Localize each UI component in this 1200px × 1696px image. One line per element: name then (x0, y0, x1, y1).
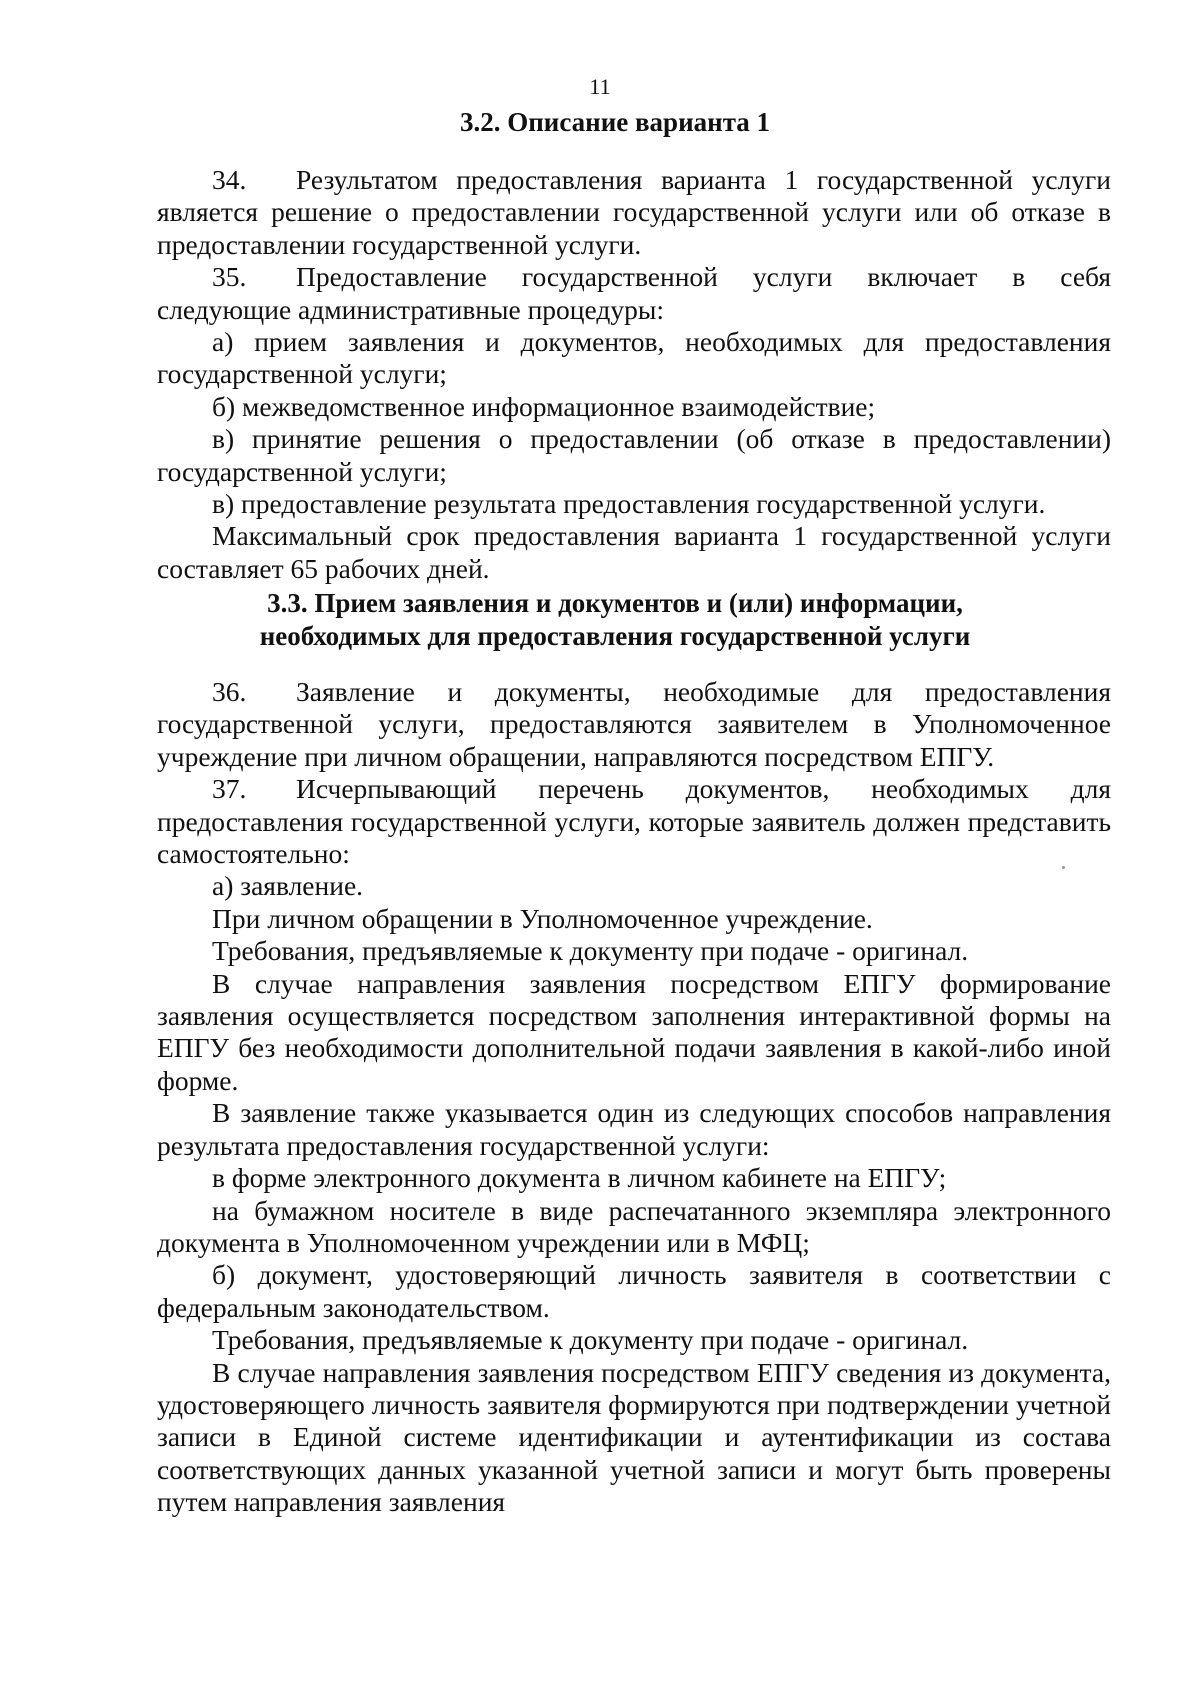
paragraph-text: В заявление также указывается один из следующих способов направления результата предоставления государственной услуги: (157, 1097, 1111, 1161)
paragraph-text: В случае направления заявления посредством ЕПГУ сведения из документа, удостоверяющего личность заявителя формируются при подтверждении учетной записи в Единой системе идентификации и аутентификации из состава соответствующих данных указанной учетной записи и могут быть проверены путем направления заявления (157, 1356, 1111, 1518)
paragraph (157, 261, 1111, 326)
paragraph (157, 391, 1111, 423)
paragraph-text: в) предоставление результата предоставления государственной услуги. (212, 488, 1046, 520)
paragraph (157, 488, 1111, 520)
paragraph-text: Требования, предъявляемые к документу при подаче - оригинал. (212, 1324, 969, 1356)
scan-speck (1062, 866, 1065, 869)
paragraph-text: а) прием заявления и документов, необходимых для предоставления государственной услуги; (157, 326, 1111, 390)
section-3-2-body (157, 164, 1111, 585)
paragraph (157, 520, 1111, 585)
paragraph (157, 1162, 1111, 1194)
paragraph-text: на бумажном носителе в виде распечатанного экземпляра электронного документа в Уполномоченном учреждении или в МФЦ; (157, 1194, 1111, 1258)
paragraph-text: Требования, предъявляемые к документу при подаче - оригинал. (212, 935, 969, 967)
paragraph-number: 37. (212, 773, 247, 805)
paragraph-number: 35. (212, 261, 247, 293)
paragraph (157, 1097, 1111, 1162)
paragraph (157, 903, 1111, 935)
paragraph-text: При личном обращении в Уполномоченное учреждение. (212, 902, 873, 934)
paragraph (157, 1259, 1111, 1324)
section-heading-3-3-line1: 3.3. Прием заявления и документов и (или) информации, (267, 588, 963, 618)
paragraph-number: 36. (212, 676, 247, 707)
paragraph (157, 164, 1111, 261)
page-number: 11 (589, 74, 611, 99)
paragraph (157, 1324, 1111, 1356)
paragraph-text: Исчерпывающий перечень документов, необходимых для предоставления государственной услуги, которые заявитель должен представить самостоятельно: (157, 773, 1111, 870)
paragraph-number: 34. (212, 164, 247, 195)
paragraph (157, 423, 1111, 488)
paragraph (157, 870, 1111, 902)
paragraph-text: в форме электронного документа в личном кабинете на ЕПГУ; (212, 1162, 947, 1194)
paragraph (157, 676, 1111, 773)
paragraph (157, 1195, 1111, 1260)
section-heading-3-3-line2: необходимых для предоставления государственной услуги (259, 621, 971, 651)
paragraph-text: В случае направления заявления посредством ЕПГУ формирование заявления осуществляется посредством заполнения интерактивной формы на ЕПГУ без необходимости дополнительной подачи заявления в какой-либо иной форме. (157, 967, 1111, 1096)
section-heading-3-2: 3.2. Описание варианта 1 (459, 107, 771, 137)
paragraph (157, 935, 1111, 967)
paragraph-text: Предоставление государственной услуги включает в себя следующие административные процедуры: (157, 261, 1111, 325)
paragraph-text: Максимальный срок предоставления варианта 1 государственной услуги составляет 65 рабочих дней. (157, 520, 1111, 584)
paragraph (157, 326, 1111, 391)
section-3-3-body (157, 676, 1111, 1519)
section-heading-3-3 (150, 587, 1080, 653)
paragraph (157, 773, 1111, 870)
paragraph-text: Заявление и документы, необходимые для предоставления государственной услуги, предоставляются заявителем в Уполномоченное учреждение при личном обращении, направляются посредством ЕПГУ. (157, 676, 1111, 772)
paragraph (157, 968, 1111, 1098)
paragraph-text: а) заявление. (212, 870, 364, 902)
paragraph-text: в) принятие решения о предоставлении (об отказе в предоставлении) государственной услуги; (157, 423, 1111, 487)
paragraph (157, 1357, 1111, 1519)
paragraph-text: Результатом предоставления варианта 1 государственной услуги является решение о предоставлении государственной услуги или об отказе в предоставлении государственной услуги. (157, 164, 1111, 260)
paragraph-text: б) межведомственное информационное взаимодействие; (212, 390, 876, 422)
paragraph-text: б) документ, удостоверяющий личность заявителя в соответствии с федеральным законодательством. (157, 1259, 1111, 1323)
